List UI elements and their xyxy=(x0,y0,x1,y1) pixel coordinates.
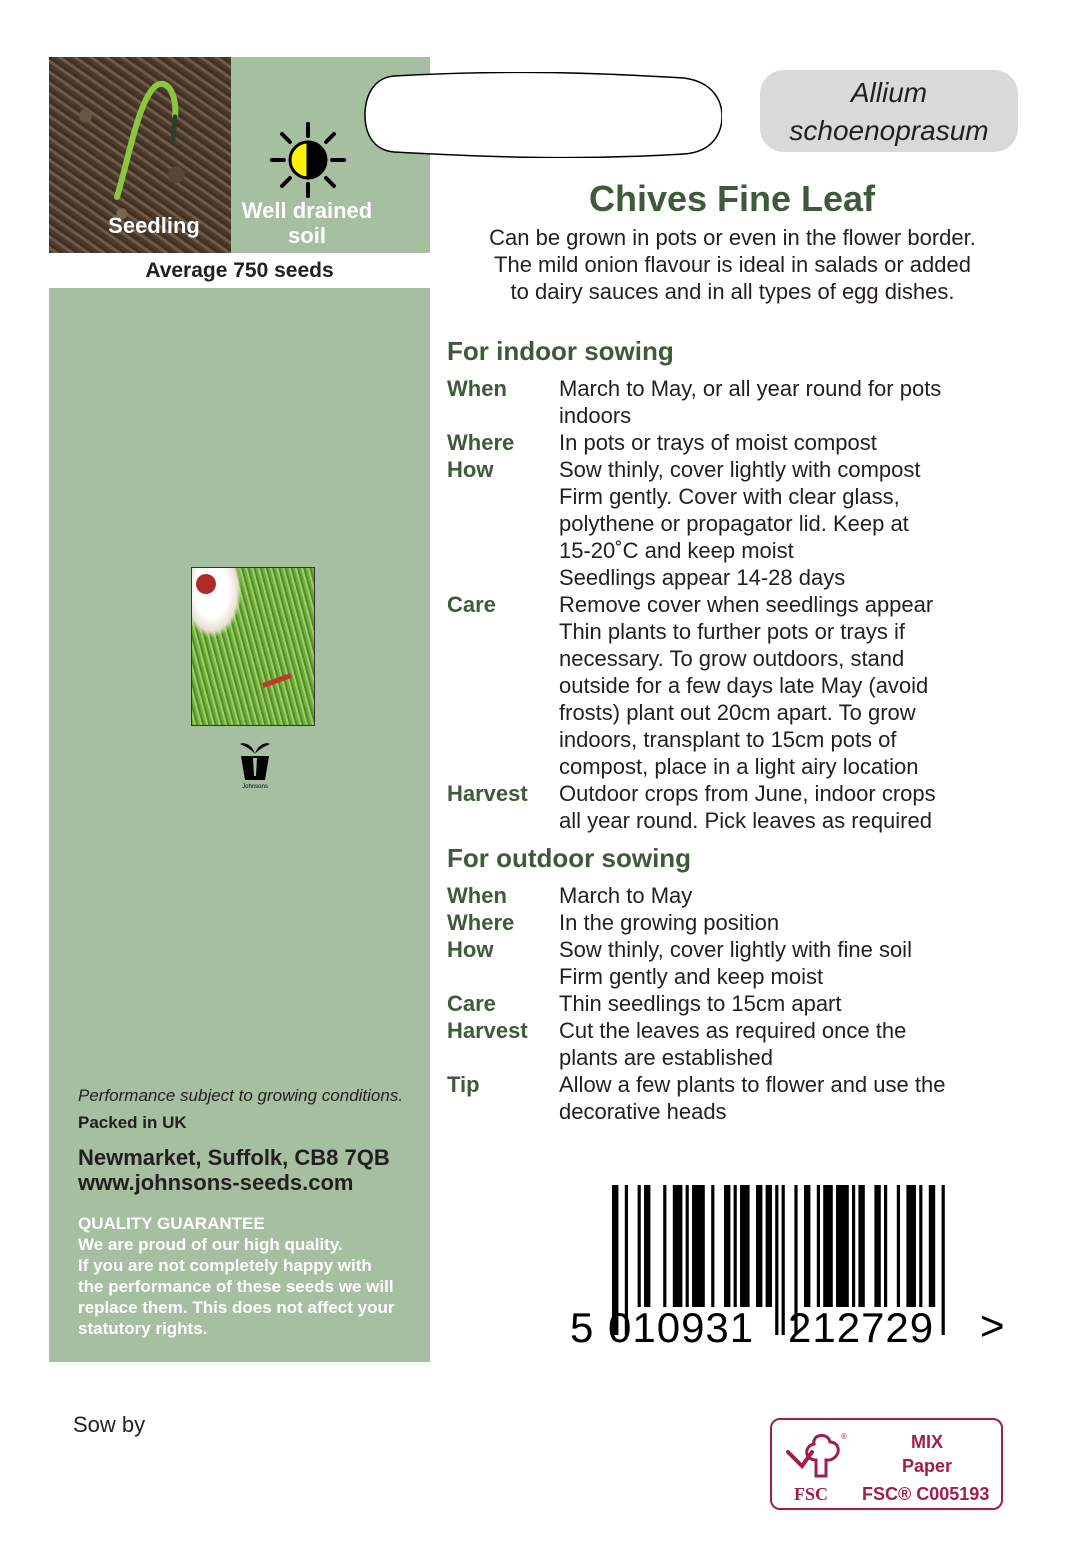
guarantee-line: We are proud of our high quality. xyxy=(78,1235,343,1254)
instruction-line: indoors xyxy=(559,403,632,428)
brand-text: Johnsons xyxy=(242,784,268,790)
intro-line: Can be grown in pots or even in the flower border. xyxy=(489,225,976,250)
instruction-line: Thin seedlings to 15cm apart xyxy=(559,991,842,1016)
barcode-bar xyxy=(884,1185,887,1307)
barcode-bar xyxy=(804,1185,810,1307)
barcode-bar xyxy=(638,1185,641,1307)
barcode-bar xyxy=(897,1185,900,1307)
instruction-row xyxy=(447,909,1037,936)
outdoor-sowing-heading: For outdoor sowing xyxy=(447,843,692,873)
instruction-line: Remove cover when seedlings appear xyxy=(559,592,934,617)
registered-mark: ® xyxy=(841,1432,847,1441)
guarantee-line: replace them. This does not affect your xyxy=(78,1298,395,1317)
barcode-arrow: > xyxy=(980,1302,1005,1349)
instruction-value xyxy=(559,990,1037,1017)
product-intro xyxy=(440,224,1025,305)
latin-name-line: schoenoprasum xyxy=(789,115,989,146)
instruction-line: Outdoor crops from June, indoor crops xyxy=(559,781,936,806)
instruction-row xyxy=(447,990,1037,1017)
fsc-logo-text: FSC xyxy=(794,1484,829,1504)
instruction-row xyxy=(447,1017,1037,1071)
latin-name-box xyxy=(760,70,1018,152)
barcode-bar xyxy=(775,1185,778,1335)
instruction-row xyxy=(447,1071,1037,1125)
barcode-bar xyxy=(734,1185,737,1307)
seed-count: Average 750 seeds xyxy=(49,253,430,288)
barcode-bar xyxy=(858,1185,864,1307)
instruction-row xyxy=(447,429,1037,456)
website-link[interactable]: www.johnsons-seeds.com xyxy=(78,1170,354,1195)
bundle-band-graphic xyxy=(262,673,292,688)
barcode-bar xyxy=(782,1185,785,1335)
barcode-bar xyxy=(942,1185,945,1335)
soil-label: Well drained soil xyxy=(241,198,373,248)
instruction-value xyxy=(559,936,1037,990)
indoor-sowing-rows xyxy=(447,375,1037,834)
instruction-row xyxy=(447,375,1037,429)
instruction-line: indoors, transplant to 15cm pots of xyxy=(559,727,897,752)
chives-product-photo xyxy=(191,567,315,726)
barcode-bar xyxy=(724,1185,730,1307)
johnsons-pot-icon xyxy=(234,740,276,790)
fsc-paper: Paper xyxy=(901,1456,953,1476)
instruction-value xyxy=(559,909,1037,936)
instruction-line: 15-20˚C and keep moist xyxy=(559,538,794,563)
instruction-line: Firm gently. Cover with clear glass, xyxy=(559,484,900,509)
blank-label-oval xyxy=(364,72,722,158)
instruction-row xyxy=(447,591,1037,780)
instruction-key: Where xyxy=(447,910,515,935)
instruction-key: When xyxy=(447,883,507,908)
instruction-row xyxy=(447,882,1037,909)
barcode-bar xyxy=(686,1185,689,1307)
company-address xyxy=(78,1145,390,1195)
instruction-line: all year round. Pick leaves as required xyxy=(559,808,932,833)
seedling-label: Seedling xyxy=(108,213,200,238)
barcode-left-digits: 010931 xyxy=(608,1304,755,1350)
barcode-bar xyxy=(906,1185,916,1307)
instruction-row xyxy=(447,780,1037,834)
fsc-mix-paper-logo xyxy=(770,1418,1003,1510)
instruction-value xyxy=(559,375,1037,429)
guarantee-line: statutory rights. xyxy=(78,1319,208,1338)
instruction-value xyxy=(559,780,1037,834)
instruction-value xyxy=(559,882,1037,909)
fsc-tree-checkmark-icon xyxy=(786,1430,848,1478)
instruction-line: Sow thinly, cover lightly with fine soil xyxy=(559,937,912,962)
barcode-right-digits: 212729 xyxy=(788,1304,935,1350)
instruction-key: How xyxy=(447,937,494,962)
product-title: Chives Fine Leaf xyxy=(588,178,876,219)
instruction-key: When xyxy=(447,376,507,401)
instruction-key: Care xyxy=(447,991,496,1016)
barcode-bar xyxy=(692,1185,705,1307)
indoor-sowing-heading: For indoor sowing xyxy=(447,336,674,366)
instruction-line: Seedlings appear 14-28 days xyxy=(559,565,846,590)
instruction-line: In pots or trays of moist compost xyxy=(559,430,877,455)
performance-note: Performance subject to growing conditions. xyxy=(78,1086,404,1105)
instruction-key: Tip xyxy=(447,1072,480,1097)
fsc-mix: MIX xyxy=(910,1432,943,1452)
instruction-key: Harvest xyxy=(447,1018,528,1043)
outdoor-sowing-rows xyxy=(447,882,1037,1125)
instruction-line: Cut the leaves as required once the xyxy=(559,1018,907,1043)
latin-name-line: Allium xyxy=(850,77,928,108)
fsc-license-code: FSC® C005193 xyxy=(862,1484,990,1504)
barcode-bar xyxy=(740,1185,750,1307)
instruction-row xyxy=(447,456,1037,591)
address-line: Newmarket, Suffolk, CB8 7QB xyxy=(78,1145,390,1170)
instruction-row xyxy=(447,936,1037,990)
instruction-line: outside for a few days late May (avoid xyxy=(559,673,929,698)
barcode-bar xyxy=(711,1185,714,1307)
barcode-bar xyxy=(673,1185,683,1307)
instruction-key: How xyxy=(447,457,494,482)
quality-guarantee xyxy=(78,1213,428,1339)
barcode-bar xyxy=(756,1185,762,1307)
instruction-line: frosts) plant out 20cm apart. To grow xyxy=(559,700,916,725)
instruction-line: Allow a few plants to flower and use the xyxy=(559,1072,946,1097)
guarantee-line: the performance of these seeds we will xyxy=(78,1277,394,1296)
intro-line: The mild onion flavour is ideal in salads or added xyxy=(494,252,971,277)
instruction-value xyxy=(559,456,1037,591)
barcode-bar xyxy=(817,1185,820,1307)
instruction-value xyxy=(559,1071,1037,1125)
barcode-bar xyxy=(874,1185,880,1307)
instruction-line: decorative heads xyxy=(559,1099,727,1124)
sun-partial-shade-icon xyxy=(268,120,348,200)
instruction-line: compost, place in a light airy location xyxy=(559,754,919,779)
barcode-bar xyxy=(852,1185,855,1307)
guarantee-line: If you are not completely happy with xyxy=(78,1256,372,1275)
barcode-bar xyxy=(663,1185,666,1307)
barcode-bar xyxy=(823,1185,833,1307)
instruction-line: plants are established xyxy=(559,1045,774,1070)
barcode-bar xyxy=(836,1185,849,1307)
barcode-bar xyxy=(766,1185,772,1307)
sow-by-label: Sow by xyxy=(73,1412,146,1437)
packed-in: Packed in UK xyxy=(78,1113,187,1132)
barcode-bar xyxy=(919,1185,922,1307)
instruction-line: Sow thinly, cover lightly with compost xyxy=(559,457,921,482)
barcode-bar xyxy=(929,1185,935,1307)
instruction-key: Harvest xyxy=(447,781,528,806)
instruction-line: Thin plants to further pots or trays if xyxy=(559,619,906,644)
instruction-value xyxy=(559,591,1037,780)
barcode-first-digit: 5 xyxy=(570,1304,594,1350)
fsc-mix-label xyxy=(872,1430,982,1478)
instruction-value xyxy=(559,429,1037,456)
instruction-value xyxy=(559,1017,1037,1071)
guarantee-title: QUALITY GUARANTEE xyxy=(78,1214,265,1233)
instruction-line: Firm gently and keep moist xyxy=(559,964,824,989)
instruction-key: Care xyxy=(447,592,496,617)
ean-barcode xyxy=(570,1185,1010,1350)
intro-line: to dairy sauces and in all types of egg dishes. xyxy=(510,279,955,304)
instruction-line: March to May xyxy=(559,883,693,908)
barcode-bar xyxy=(644,1185,650,1307)
tomato-graphic xyxy=(196,574,216,594)
instruction-line: In the growing position xyxy=(559,910,780,935)
instruction-line: polythene or propagator lid. Keep at xyxy=(559,511,909,536)
instruction-line: necessary. To grow outdoors, stand xyxy=(559,646,905,671)
instruction-line: March to May, or all year round for pots xyxy=(559,376,942,401)
instruction-key: Where xyxy=(447,430,515,455)
